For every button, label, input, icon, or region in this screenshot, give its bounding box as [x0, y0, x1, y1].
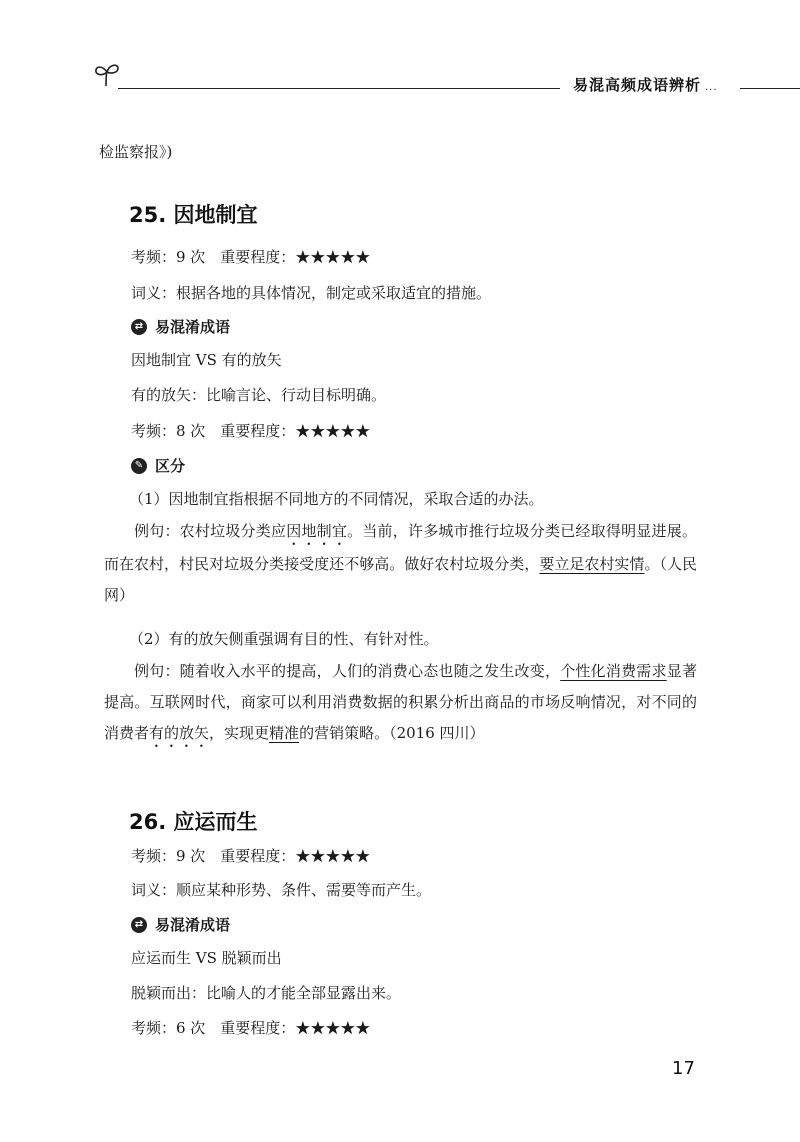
example-2-idiom: 有的放矢	[149, 724, 210, 742]
entry-25-vs: 因地制宜 VS 有的放矢	[131, 351, 282, 369]
header-rule-left	[118, 88, 414, 89]
example-2-text-e: ，实现更	[209, 724, 270, 742]
entry-25-point-1: （1）因地制宜指根据不同地方的不同情况，采取合适的办法。	[129, 490, 544, 508]
confusable-icon: ⇄	[131, 319, 147, 335]
entry-26-confusable-header	[131, 915, 230, 935]
page-number: 17	[672, 1058, 695, 1079]
entry-25-heading: 25. 因地制宜	[129, 203, 258, 227]
entry-26-alt-frequency: 考频：6 次 重要程度：★★★★★	[131, 1019, 371, 1037]
example-2-underlined-1: 个性化消费需求	[560, 662, 667, 680]
header-rule-right	[740, 88, 800, 89]
entry-25-distinguish-header	[131, 456, 185, 476]
header-dots: ···	[705, 85, 718, 96]
example-2-text-c: 显著提高。互联网时代，商家可以利用消费数据的积累分析出商品的市场反响情况，对不同的消费者	[104, 662, 697, 742]
entry-25-example-2	[104, 656, 697, 751]
example-2-text-a: 例句：随着收入水平的提高，人们的消费心态也随之发生改变，	[134, 662, 561, 680]
entry-26-frequency: 考频：9 次 重要程度：★★★★★	[131, 847, 371, 865]
entry-26-vs: 应运而生 VS 脱颖而出	[131, 949, 282, 967]
confusable-title: 易混淆成语	[155, 916, 231, 934]
distinguish-title: 区分	[155, 457, 186, 475]
entry-26-meaning: 词义：顺应某种形势、条件、需要等而产生。	[131, 881, 432, 899]
entry-25-confusable-header	[131, 317, 230, 337]
entry-26-alt-meaning: 脱颖而出：比喻人的才能全部显露出来。	[131, 984, 402, 1002]
example-1-text-c: 。当前，许多城市推行垃圾分类已经取得明显进展。而在农村，村民对垃圾分类接受度还不够高。做好农村垃圾分类，	[104, 522, 697, 573]
example-1-source: 。（人民网）	[104, 555, 697, 604]
entry-26-heading: 26. 应运而生	[129, 810, 258, 834]
example-2-underlined-2: 精准	[269, 724, 300, 742]
running-head: 易混高频成语辨析	[573, 76, 702, 94]
example-1-idiom: 因地制宜	[286, 522, 348, 540]
example-1-underlined: 要立足农村实情	[539, 555, 645, 573]
distinguish-icon: ✎	[131, 458, 147, 474]
entry-25-point-2: （2）有的放矢侧重强调有目的性、有针对性。	[129, 630, 439, 648]
continuation-text: 检监察报》)	[99, 143, 173, 161]
example-1-text-a: 例句：农村垃圾分类应	[134, 522, 287, 540]
entry-25-example-1	[104, 516, 697, 611]
confusable-title: 易混淆成语	[155, 318, 231, 336]
entry-25-alt-meaning: 有的放矢：比喻言论、行动目标明确。	[131, 386, 387, 404]
entry-25-frequency: 考频：9 次 重要程度：★★★★★	[131, 248, 371, 266]
header-rule-mid	[412, 88, 560, 89]
entry-25-meaning: 词义：根据各地的具体情况，制定或采取适宜的措施。	[131, 284, 492, 302]
example-2-source: 的营销策略。（2016 四川）	[299, 724, 485, 742]
entry-25-alt-frequency: 考频：8 次 重要程度：★★★★★	[131, 422, 371, 440]
confusable-icon: ⇄	[131, 917, 147, 933]
